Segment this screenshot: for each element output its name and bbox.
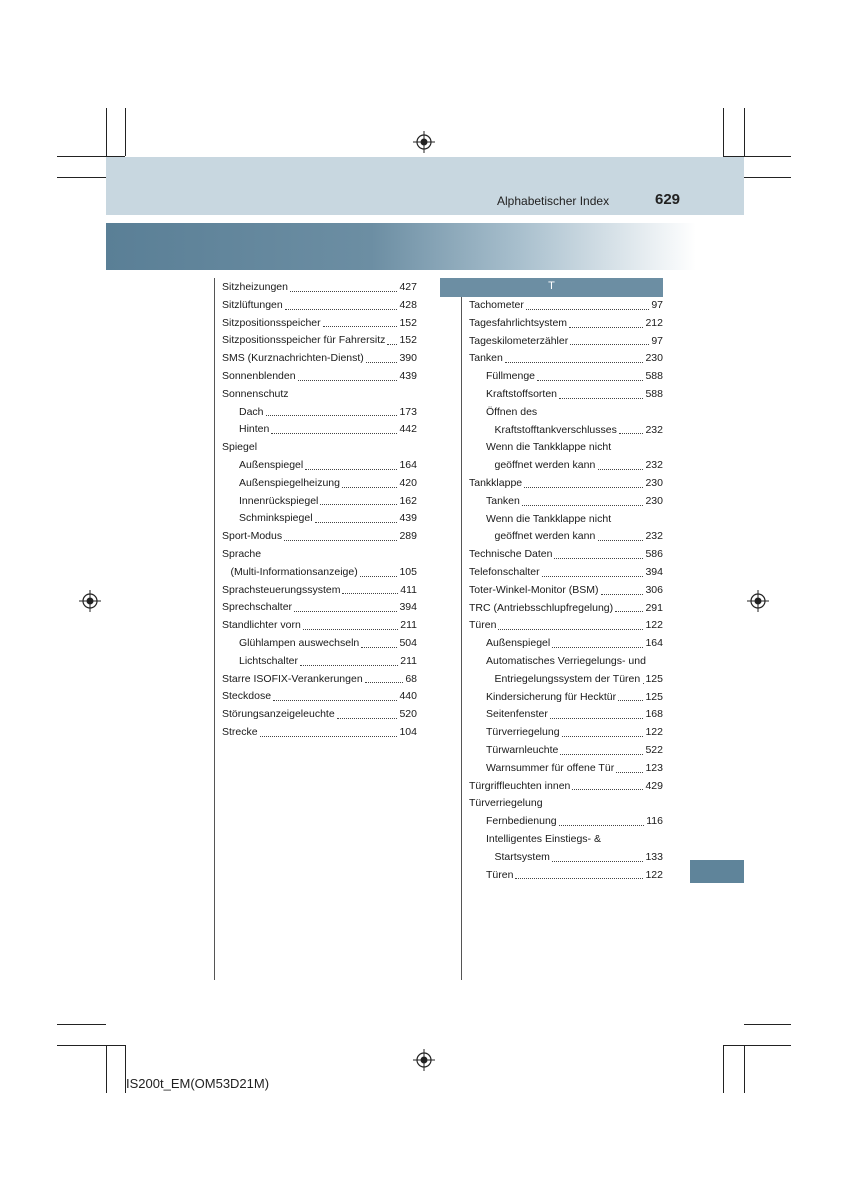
index-entry-page: 122	[644, 617, 663, 635]
dot-leader	[285, 309, 397, 310]
index-entry-page: 586	[644, 546, 663, 564]
index-entry	[469, 546, 663, 564]
index-entry	[222, 457, 417, 475]
dot-leader	[337, 718, 397, 719]
index-entry-text: Sprache	[222, 546, 262, 564]
index-entry-page: 68	[404, 671, 417, 689]
index-entry-text: Türen	[486, 867, 514, 885]
index-entry-page: 125	[644, 689, 663, 707]
index-entry-page: 429	[644, 778, 663, 796]
dot-leader	[342, 487, 397, 488]
index-entry-text: Türgriffleuchten innen	[469, 778, 571, 796]
index-entry	[222, 279, 417, 297]
index-entry-text: Außenspiegel	[239, 457, 304, 475]
index-entry	[469, 511, 663, 529]
index-entry-text: Tankklappe	[469, 475, 523, 493]
registration-mark-icon	[747, 590, 769, 612]
index-column-right	[469, 297, 663, 884]
dot-leader	[562, 736, 643, 737]
dot-leader	[323, 326, 397, 327]
index-entry-page: 125	[644, 671, 663, 689]
index-entry-text: Toter-Winkel-Monitor (BSM)	[469, 582, 600, 600]
dot-leader	[615, 611, 643, 612]
index-entry-page: 394	[398, 599, 417, 617]
dot-leader	[537, 380, 643, 381]
dot-leader	[559, 825, 644, 826]
dot-leader	[570, 344, 649, 345]
index-entry	[222, 493, 417, 511]
index-entry	[222, 617, 417, 635]
dot-leader	[524, 487, 643, 488]
index-entry-text: Außenspiegelheizung	[239, 475, 341, 493]
index-entry	[469, 689, 663, 707]
index-entry-text: geöffnet werden kann	[495, 528, 597, 546]
index-entry-page: 522	[644, 742, 663, 760]
index-entry	[222, 582, 417, 600]
index-entry	[222, 439, 417, 457]
index-entry	[222, 688, 417, 706]
index-entry	[469, 617, 663, 635]
index-entry-page: 212	[644, 315, 663, 333]
dot-leader	[498, 629, 643, 630]
dot-leader	[361, 647, 397, 648]
crop-mark	[744, 177, 791, 178]
index-entry-text: Automatisches Verriegelungs- und	[486, 653, 647, 671]
dot-leader	[271, 433, 397, 434]
dot-leader	[560, 754, 643, 755]
index-entry	[222, 599, 417, 617]
dot-leader	[294, 611, 397, 612]
letter-header: T	[440, 278, 663, 297]
header-band	[106, 157, 744, 215]
dot-leader	[266, 415, 397, 416]
dot-leader	[618, 700, 643, 701]
index-entry	[222, 528, 417, 546]
crop-mark	[744, 108, 745, 156]
index-entry-text: Sonnenschutz	[222, 386, 290, 404]
page-number: 629	[655, 191, 681, 208]
index-entry-page: 162	[398, 493, 417, 511]
index-entry	[222, 421, 417, 439]
dot-leader	[290, 291, 397, 292]
index-entry-page: 122	[644, 867, 663, 885]
index-entry-text: Sitzpositionsspeicher	[222, 315, 322, 333]
index-entry	[222, 297, 417, 315]
crop-mark	[723, 108, 724, 156]
page-title: Alphabetischer Index	[497, 194, 610, 208]
index-entry-text: Sitzheizungen	[222, 279, 289, 297]
index-entry-page: 442	[398, 421, 417, 439]
index-entry	[222, 350, 417, 368]
index-entry-page: 123	[644, 760, 663, 778]
dot-leader	[284, 540, 397, 541]
index-entry-page: 588	[644, 386, 663, 404]
dot-leader	[550, 718, 643, 719]
registration-mark-icon	[413, 131, 435, 153]
index-entry	[469, 600, 663, 618]
index-entry	[469, 582, 663, 600]
index-entry	[469, 742, 663, 760]
index-entry	[222, 475, 417, 493]
column-divider	[461, 278, 462, 980]
index-entry-page: 420	[398, 475, 417, 493]
index-entry	[469, 528, 663, 546]
index-entry-text: Kraftstoffsorten	[486, 386, 558, 404]
index-entry-page: 173	[398, 404, 417, 422]
index-entry-page: 97	[650, 297, 663, 315]
dot-leader	[552, 647, 643, 648]
index-entry-text: Intelligentes Einstiegs- &	[486, 831, 602, 849]
index-entry-page: 164	[398, 457, 417, 475]
index-entry-text: Wenn die Tankklappe nicht	[486, 511, 612, 529]
index-entry-page: 230	[644, 350, 663, 368]
index-entry-text: Türverriegelung	[486, 724, 561, 742]
index-entry-text: Glühlampen auswechseln	[239, 635, 360, 653]
index-entry-text: Startsystem	[495, 849, 551, 867]
index-entry-text: (Multi-Informationsanzeige)	[231, 564, 359, 582]
index-entry-page: 133	[644, 849, 663, 867]
index-entry-page: 390	[398, 350, 417, 368]
document-code: IS200t_EM(OM53D21M)	[126, 1076, 270, 1091]
dot-leader	[619, 433, 644, 434]
crop-mark	[106, 1045, 107, 1093]
index-entry-page: 427	[398, 279, 417, 297]
index-entry-text: Seitenfenster	[486, 706, 549, 724]
index-entry-text: Außenspiegel	[486, 635, 551, 653]
crop-mark	[723, 1045, 791, 1046]
index-entry	[469, 333, 663, 351]
dot-leader	[342, 593, 398, 594]
index-entry-text: Entriegelungssystem der Türen	[495, 671, 642, 689]
index-entry	[469, 831, 663, 849]
index-entry-page: 289	[398, 528, 417, 546]
index-entry	[469, 671, 663, 689]
index-entry	[222, 546, 417, 564]
index-entry	[469, 493, 663, 511]
index-entry	[469, 350, 663, 368]
index-entry-text: geöffnet werden kann	[495, 457, 597, 475]
index-entry-page: 439	[398, 368, 417, 386]
index-entry	[469, 475, 663, 493]
registration-mark-icon	[79, 590, 101, 612]
index-entry-page: 97	[650, 333, 663, 351]
index-entry-text: Türverriegelung	[469, 795, 544, 813]
index-entry	[222, 315, 417, 333]
index-entry-text: Dach	[239, 404, 265, 422]
index-entry-text: Strecke	[222, 724, 259, 742]
dot-leader	[526, 309, 649, 310]
index-entry-text: Sprachsteuerungssystem	[222, 582, 341, 600]
index-entry	[469, 315, 663, 333]
dot-leader	[598, 469, 644, 470]
dot-leader	[273, 700, 397, 701]
index-entry-page: 394	[644, 564, 663, 582]
index-entry	[469, 422, 663, 440]
index-entry	[469, 457, 663, 475]
index-entry-page: 104	[398, 724, 417, 742]
crop-mark	[57, 1024, 106, 1025]
index-entry-text: Türwarnleuchte	[486, 742, 559, 760]
index-entry-text: Fernbedienung	[486, 813, 558, 831]
index-entry-page: 230	[644, 493, 663, 511]
index-entry	[222, 724, 417, 742]
index-entry-text: Lichtschalter	[239, 653, 299, 671]
index-entry	[222, 653, 417, 671]
index-entry-page: 211	[399, 617, 417, 635]
section-bar	[106, 223, 696, 270]
index-entry-page: 428	[398, 297, 417, 315]
index-entry	[222, 564, 417, 582]
index-entry-page: 122	[644, 724, 663, 742]
index-entry-page: 152	[398, 332, 417, 350]
dot-leader	[505, 362, 643, 363]
index-entry	[469, 297, 663, 315]
index-entry-text: Sitzlüftungen	[222, 297, 284, 315]
index-entry-text: Tanken	[486, 493, 521, 511]
dot-leader	[559, 398, 643, 399]
index-entry-page: 211	[399, 653, 417, 671]
index-entry-text: SMS (Kurznachrichten-Dienst)	[222, 350, 365, 368]
dot-leader	[522, 505, 643, 506]
index-entry-page: 504	[398, 635, 417, 653]
index-entry-page: 232	[644, 528, 663, 546]
dot-leader	[643, 683, 644, 684]
index-entry-page: 588	[644, 368, 663, 386]
index-entry-text: Tachometer	[469, 297, 525, 315]
index-entry-page: 232	[644, 457, 663, 475]
index-entry	[222, 386, 417, 404]
index-entry-text: Steckdose	[222, 688, 272, 706]
index-entry	[222, 368, 417, 386]
crop-mark	[744, 1045, 745, 1093]
index-entry	[469, 778, 663, 796]
index-entry-page: 306	[644, 582, 663, 600]
index-entry-page: 105	[398, 564, 417, 582]
index-entry-text: Kraftstofftankverschlusses	[495, 422, 618, 440]
index-entry	[222, 510, 417, 528]
crop-mark	[125, 108, 126, 156]
dot-leader	[298, 380, 397, 381]
index-entry-text: Sprechschalter	[222, 599, 293, 617]
dot-leader	[387, 344, 397, 345]
crop-mark	[57, 1045, 125, 1046]
crop-mark	[723, 1045, 724, 1093]
dot-leader	[360, 576, 398, 577]
dot-leader	[601, 594, 643, 595]
index-entry-text: Öffnen des	[486, 404, 538, 422]
index-entry-page: 411	[399, 582, 417, 600]
dot-leader	[598, 540, 644, 541]
dot-leader	[616, 772, 643, 773]
index-entry-page: 164	[644, 635, 663, 653]
index-entry-page: 439	[398, 510, 417, 528]
index-entry-text: Sport-Modus	[222, 528, 283, 546]
index-entry-text: Starre ISOFIX-Verankerungen	[222, 671, 364, 689]
index-entry-text: Störungsanzeigeleuchte	[222, 706, 336, 724]
index-entry-text: Kindersicherung für Hecktür	[486, 689, 617, 707]
dot-leader	[366, 362, 397, 363]
index-entry	[222, 404, 417, 422]
index-entry-page: 168	[644, 706, 663, 724]
index-entry-page: 230	[644, 475, 663, 493]
section-tab	[690, 860, 744, 883]
index-entry	[469, 386, 663, 404]
index-column-left	[222, 279, 417, 742]
index-entry-page: 440	[398, 688, 417, 706]
dot-leader	[260, 736, 397, 737]
index-entry	[469, 439, 663, 457]
dot-leader	[554, 558, 643, 559]
index-entry	[222, 332, 417, 350]
dot-leader	[365, 682, 403, 683]
index-entry-text: Sonnenblenden	[222, 368, 297, 386]
index-entry	[469, 813, 663, 831]
column-divider	[214, 278, 215, 980]
index-entry	[469, 564, 663, 582]
index-entry	[222, 635, 417, 653]
index-entry-text: Tagesfahrlichtsystem	[469, 315, 568, 333]
index-entry-text: Warnsummer für offene Tür	[486, 760, 615, 778]
index-entry-text: Innenrückspiegel	[239, 493, 319, 511]
index-entry-text: Standlichter vorn	[222, 617, 302, 635]
index-entry-page: 520	[398, 706, 417, 724]
crop-mark	[57, 177, 106, 178]
index-entry-text: Telefonschalter	[469, 564, 541, 582]
index-entry-text: Füllmenge	[486, 368, 536, 386]
dot-leader	[315, 522, 397, 523]
index-entry	[222, 706, 417, 724]
dot-leader	[572, 789, 643, 790]
dot-leader	[552, 861, 644, 862]
index-entry	[469, 404, 663, 422]
crop-mark	[106, 108, 107, 156]
index-entry-page: 291	[644, 600, 663, 618]
index-entry	[469, 706, 663, 724]
dot-leader	[542, 576, 643, 577]
dot-leader	[569, 327, 643, 328]
index-entry-text: Tanken	[469, 350, 504, 368]
index-entry-page: 152	[398, 315, 417, 333]
dot-leader	[305, 469, 397, 470]
index-entry-text: Technische Daten	[469, 546, 553, 564]
index-entry-text: Sitzpositionsspeicher für Fahrersitz	[222, 332, 386, 350]
index-entry-text: Wenn die Tankklappe nicht	[486, 439, 612, 457]
index-entry-text: Spiegel	[222, 439, 258, 457]
dot-leader	[303, 629, 398, 630]
index-entry-page: 232	[644, 422, 663, 440]
index-entry-text: Türen	[469, 617, 497, 635]
index-entry	[469, 795, 663, 813]
index-entry	[469, 867, 663, 885]
index-entry	[469, 635, 663, 653]
crop-mark	[744, 1024, 791, 1025]
index-entry	[222, 671, 417, 689]
index-entry	[469, 368, 663, 386]
index-entry-text: Schminkspiegel	[239, 510, 314, 528]
dot-leader	[320, 504, 397, 505]
dot-leader	[515, 878, 643, 879]
index-entry-text: TRC (Antriebsschlupfregelung)	[469, 600, 614, 618]
registration-mark-icon	[413, 1049, 435, 1071]
index-entry-text: Tageskilometerzähler	[469, 333, 569, 351]
index-entry-text: Hinten	[239, 421, 270, 439]
index-entry	[469, 653, 663, 671]
index-entry-page: 116	[645, 813, 663, 831]
index-entry	[469, 724, 663, 742]
index-entry	[469, 849, 663, 867]
index-entry	[469, 760, 663, 778]
dot-leader	[300, 665, 398, 666]
